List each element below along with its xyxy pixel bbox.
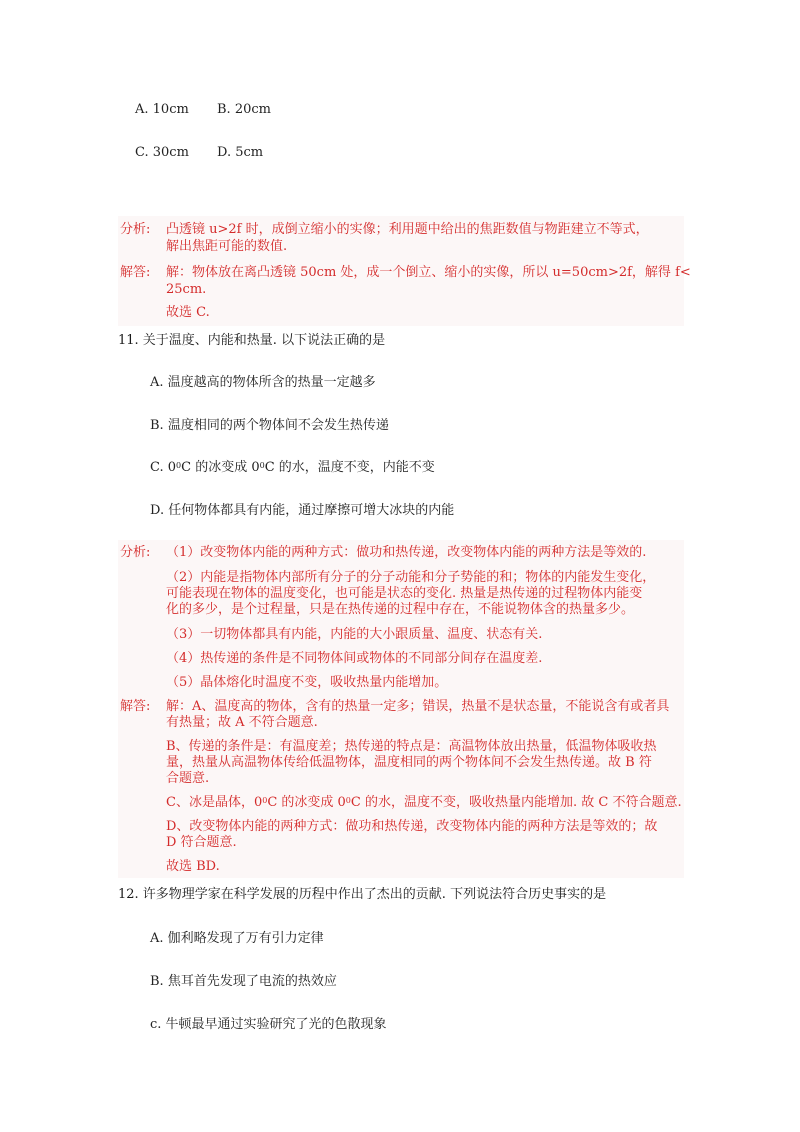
q12-option-b: B. 焦耳首先发现了电流的热效应: [150, 974, 337, 989]
q10-option-c: C. 30cm: [135, 145, 189, 160]
q11-stem: 11. 关于温度、内能和热量. 以下说法正确的是: [118, 333, 386, 348]
q11-analysis-point-2-line-1: （2）内能是指物体内部所有分子的分子动能和分子势能的和；物体的内能发生变化，: [166, 570, 656, 585]
q11-option-b: B. 温度相同的两个物体间不会发生热传递: [150, 418, 389, 433]
q10-answer-label: 解答:: [120, 265, 151, 280]
q11-answer-a-line-2: 有热量；故 A 不符合题意.: [166, 715, 318, 730]
q10-answer-line-1: 解：物体放在离凸透镜 50cm 处，成一个倒立、缩小的实像，所以 u=50cm>2f，解得 f<: [166, 265, 691, 280]
q11-analysis-point-1: （1）改变物体内能的两种方式：做功和热传递，改变物体内能的两种方法是等效的.: [166, 545, 647, 560]
q11-answer-d-line-2: D 符合题意.: [166, 835, 237, 850]
q10-analysis-line-2: 解出焦距可能的数值.: [166, 239, 288, 254]
q10-analysis-line-1: 凸透镜 u>2f 时，成倒立缩小的实像；利用题中给出的焦距数值与物距建立不等式，: [166, 222, 649, 237]
q11-option-a: A. 温度越高的物体所含的热量一定越多: [150, 375, 376, 390]
q11-analysis-point-2-line-3: 化的多少，是个过程量，只是在热传递的过程中存在，不能说物体含的热量多少。: [166, 602, 635, 617]
q11-answer-a-line-1: 解：A、温度高的物体，含有的热量一定多；错误，热量不是状态量，不能说含有或者具: [166, 699, 670, 714]
q12-stem: 12. 许多物理学家在科学发展的历程中作出了杰出的贡献. 下列说法符合历史事实的是: [118, 887, 607, 902]
q10-answer-line-2: 25cm.: [166, 282, 207, 297]
q11-answer-b-line-3: 合题意.: [166, 771, 210, 786]
q10-analysis-label: 分析:: [120, 222, 151, 237]
q11-answer-choice: 故选 BD.: [166, 859, 220, 874]
q12-option-a: A. 伽利略发现了万有引力定律: [150, 931, 324, 946]
q11-answer-d-line-1: D、改变物体内能的两种方式：做功和热传递，改变物体内能的两种方法是等效的；故: [166, 819, 658, 834]
q10-option-d: D. 5cm: [217, 145, 264, 160]
q10-option-b: B. 20cm: [217, 102, 271, 117]
q11-analysis-label: 分析:: [120, 545, 151, 560]
q11-analysis-point-3: （3）一切物体都具有内能，内能的大小跟质量、温度、状态有关.: [166, 627, 543, 642]
q11-answer-b-line-2: 量，热量从高温物体传给低温物体，温度相同的两个物体间不会发生热传递。故 B 符: [166, 755, 652, 770]
q11-answer-label: 解答:: [120, 699, 151, 714]
q11-analysis-point-2-line-2: 可能表现在物体的温度变化，也可能是状态的变化. 热量是热传递的过程物体内能变: [166, 586, 643, 601]
q10-answer-choice: 故选 C.: [166, 305, 210, 320]
q11-answer-b-line-1: B、传递的条件是：有温度差；热传递的特点是：高温物体放出热量，低温物体吸收热: [166, 739, 657, 754]
q12-option-c: c. 牛顿最早通过实验研究了光的色散现象: [150, 1017, 387, 1032]
q11-answer-c: C、冰是晶体，$0^0C$ 的冰变成 $0^0C$ 的水，温度不变，吸收热量内能增加. 故 C 不符合题意.: [166, 795, 682, 810]
q11-option-c: C. $0^0C$ 的冰变成 $0^0C$ 的水，温度不变，内能不变: [150, 460, 435, 475]
q11-analysis-point-5: （5）晶体熔化时温度不变，吸收热量内能增加。: [166, 675, 448, 690]
q11-option-d: D. 任何物体都具有内能，通过摩擦可增大冰块的内能: [150, 503, 455, 518]
q10-option-a: A. 10cm: [135, 102, 189, 117]
q11-analysis-point-4: （4）热传递的条件是不同物体间或物体的不同部分间存在温度差.: [166, 651, 543, 666]
